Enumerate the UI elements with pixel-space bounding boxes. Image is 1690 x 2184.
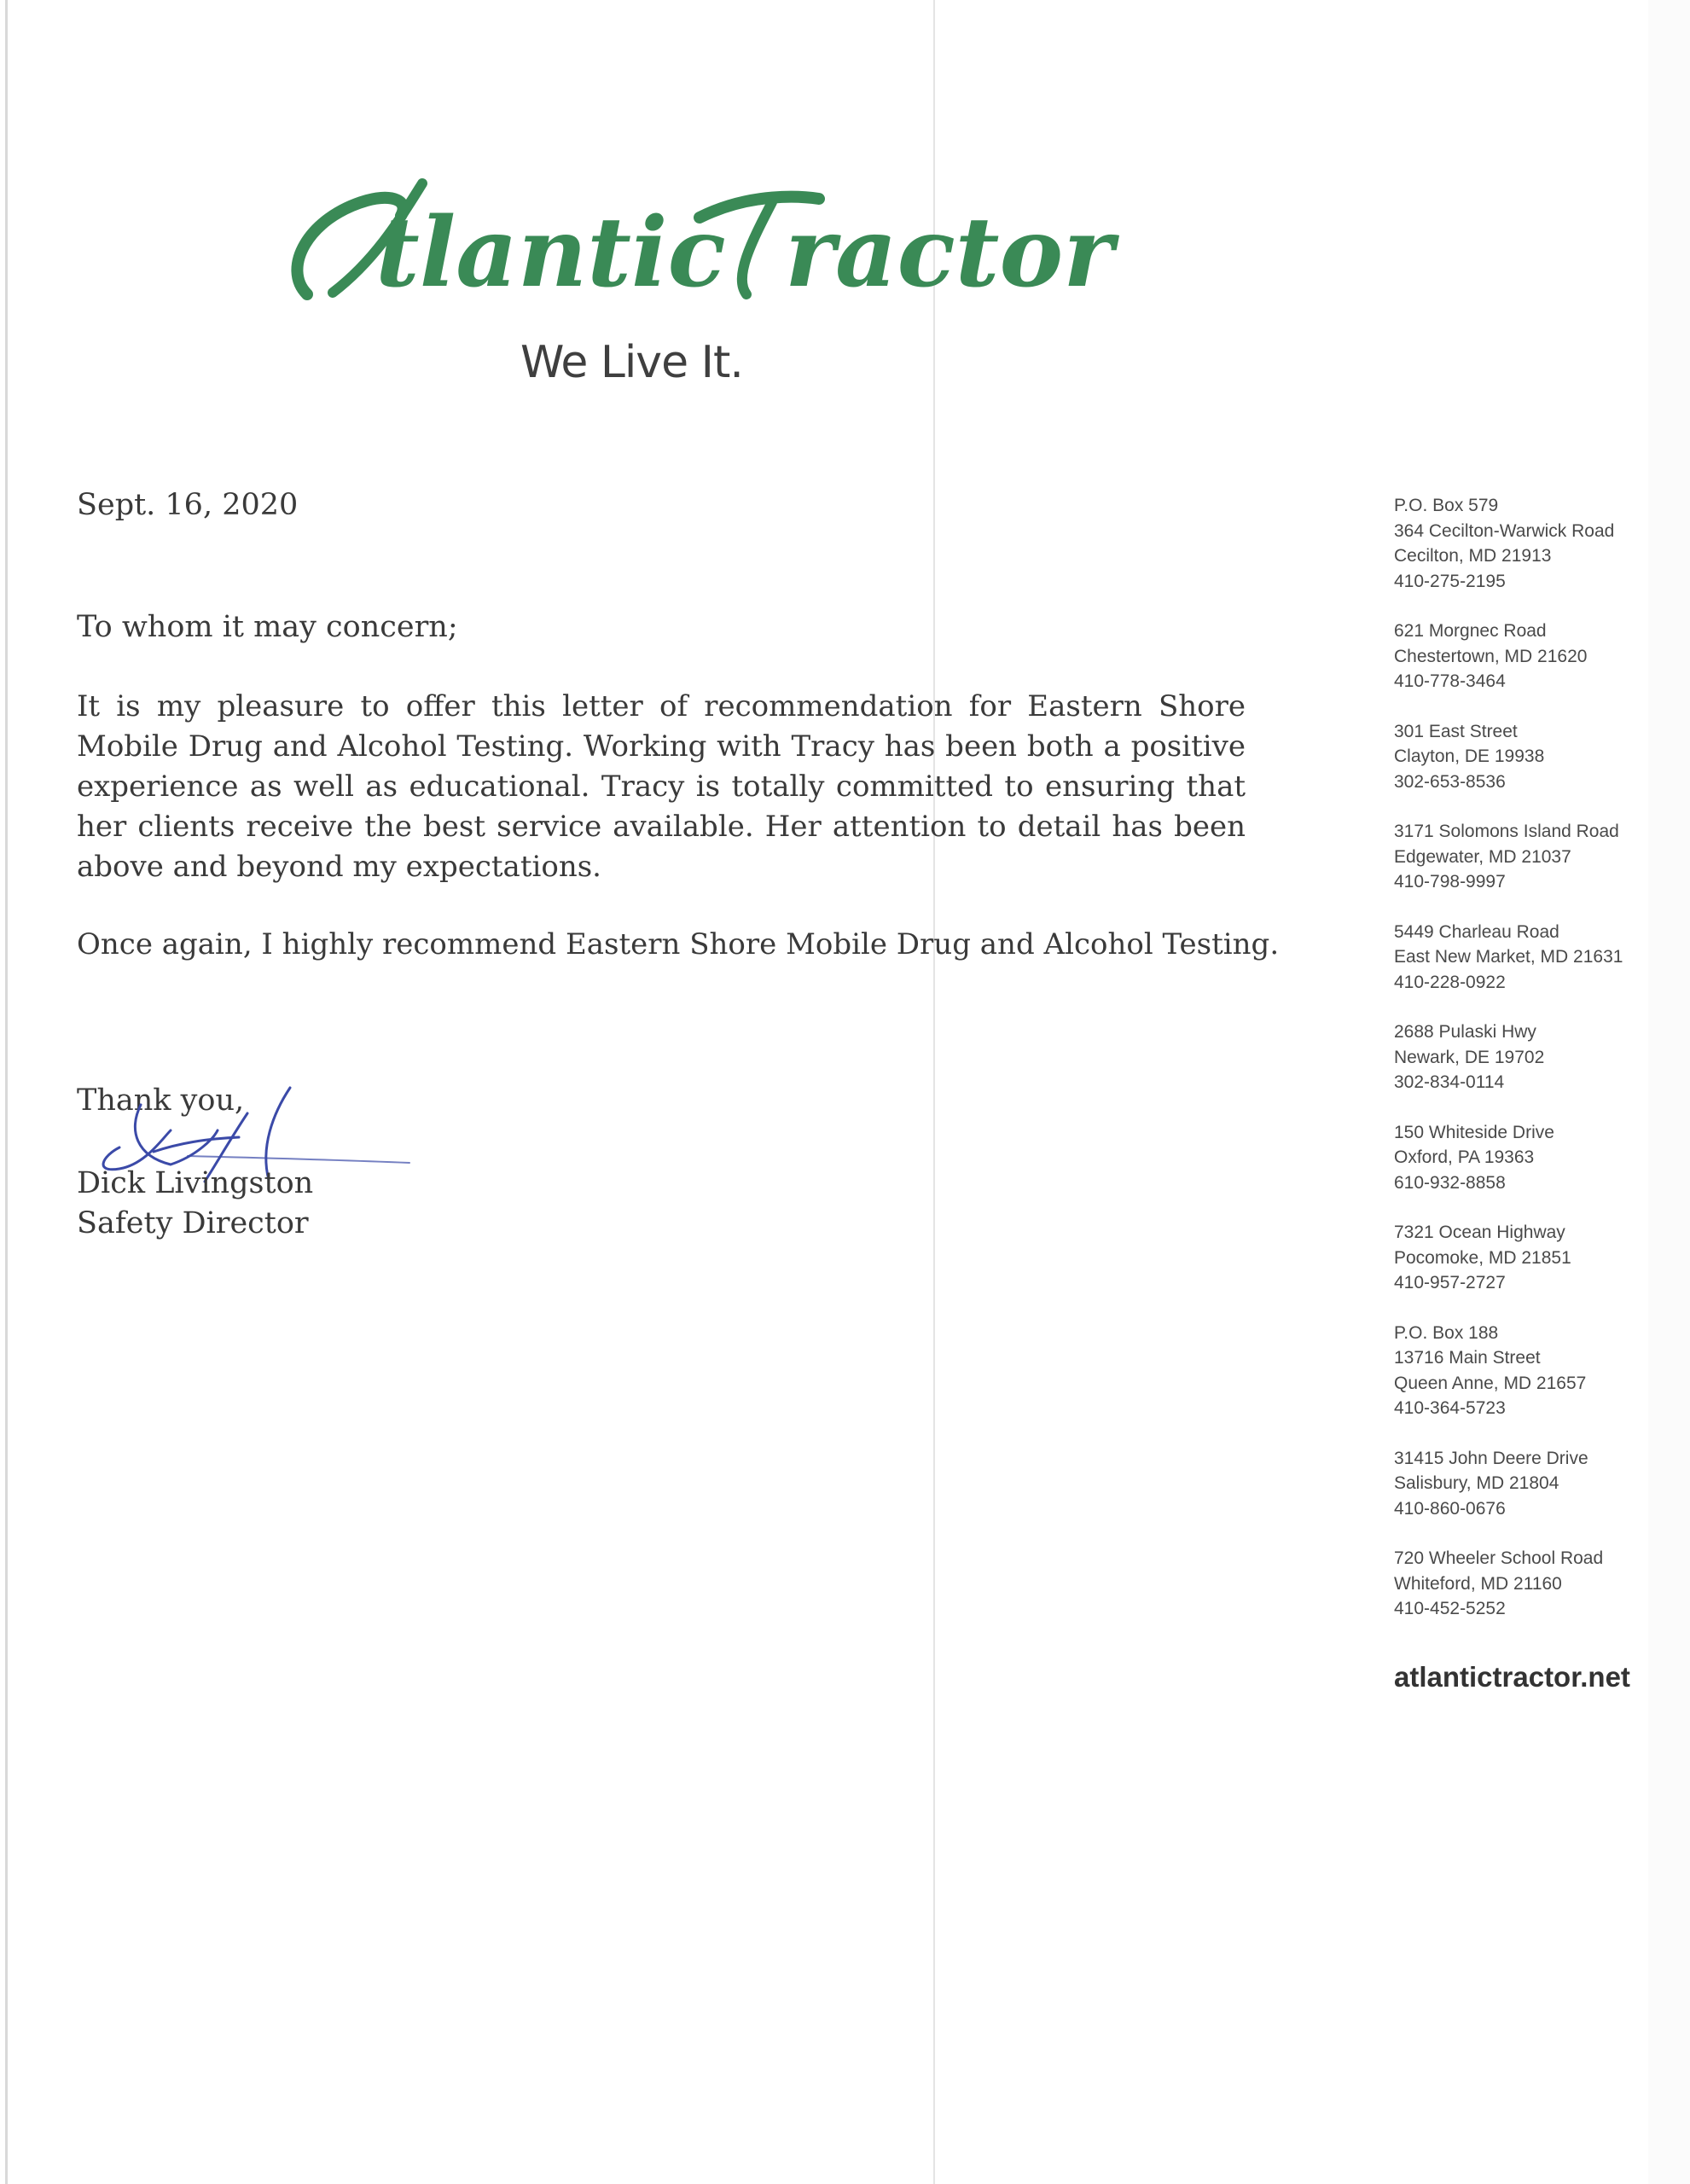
location-address <box>1394 1220 1650 1296</box>
closing: Thank you, <box>77 1083 245 1118</box>
location-line: 410-957-2727 <box>1394 1273 1506 1292</box>
location-address <box>1394 1019 1650 1095</box>
location-line: 302-834-0114 <box>1394 1072 1505 1092</box>
atlantic-tractor-logo <box>273 166 1114 311</box>
locations-list <box>1394 493 1650 1647</box>
location-line: Clayton, DE 19938 <box>1394 746 1545 766</box>
location-address <box>1394 1321 1650 1421</box>
location-line: 410-798-9997 <box>1394 872 1506 892</box>
location-line: 302-653-8536 <box>1394 771 1506 792</box>
letter-date: Sept. 16, 2020 <box>77 488 299 522</box>
location-address <box>1394 619 1650 694</box>
location-line: 2688 Pulaski Hwy <box>1394 1022 1536 1042</box>
location-address <box>1394 920 1650 996</box>
location-line: Newark, DE 19702 <box>1394 1047 1545 1067</box>
salutation: To whom it may concern; <box>77 610 458 644</box>
logo-wordmark <box>273 166 1114 311</box>
logo-lettering: ractor <box>785 197 1114 309</box>
location-line: East New Market, MD 21631 <box>1394 947 1623 967</box>
location-line: 410-275-2195 <box>1394 571 1506 591</box>
location-address <box>1394 1120 1650 1196</box>
location-line: 31415 John Deere Drive <box>1394 1448 1588 1468</box>
location-line: 621 Morgnec Road <box>1394 621 1547 641</box>
location-line: 7321 Ocean Highway <box>1394 1223 1565 1242</box>
location-line: 364 Cecilton-Warwick Road <box>1394 520 1615 541</box>
page-edge <box>5 0 8 2184</box>
body-paragraph: Once again, I highly recommend Eastern Shore Mobile Drug and Alcohol Testing. <box>77 927 1280 961</box>
location-line: 410-778-3464 <box>1394 671 1506 691</box>
location-address <box>1394 1446 1650 1522</box>
location-line: Oxford, PA 19363 <box>1394 1147 1535 1167</box>
location-line: Chestertown, MD 21620 <box>1394 646 1588 666</box>
location-line: Edgewater, MD 21037 <box>1394 846 1571 867</box>
location-line: Whiteford, MD 21160 <box>1394 1573 1562 1594</box>
location-line: P.O. Box 188 <box>1394 1322 1499 1343</box>
body-paragraph: It is my pleasure to offer this letter of recommendation for Eastern Shore Mobile Drug and Alcohol Testing. Working with Tracy has been both a positive experience as well as educational. Tracy is totally committed to ensuring that her clients receive the best service available. Her attention to detail has been above and beyond my expectations. <box>77 689 1246 884</box>
signer-name: Dick Livingston <box>77 1166 314 1200</box>
location-address <box>1394 719 1650 795</box>
location-line: 150 Whiteside Drive <box>1394 1122 1554 1142</box>
location-line: Queen Anne, MD 21657 <box>1394 1373 1587 1393</box>
location-line: 5449 Charleau Road <box>1394 921 1559 942</box>
location-line: 3171 Solomons Island Road <box>1394 822 1619 841</box>
location-line: 13716 Main Street <box>1394 1348 1541 1368</box>
signer-title: Safety Director <box>77 1206 309 1240</box>
logo-lettering: tlantic <box>375 197 726 309</box>
location-line: Pocomoke, MD 21851 <box>1394 1247 1571 1268</box>
location-line: 410-228-0922 <box>1394 972 1506 992</box>
location-line: 410-364-5723 <box>1394 1398 1506 1418</box>
website-link[interactable]: atlantictractor.net <box>1394 1661 1630 1693</box>
page-fold-line <box>933 0 935 2184</box>
location-line: 720 Wheeler School Road <box>1394 1548 1604 1568</box>
logo-flourish <box>742 202 772 294</box>
location-line: 410-452-5252 <box>1394 1599 1506 1618</box>
location-address <box>1394 1546 1650 1622</box>
location-line: P.O. Box 579 <box>1394 496 1499 515</box>
location-line: Salisbury, MD 21804 <box>1394 1473 1559 1493</box>
page-edge <box>1648 0 1690 2184</box>
location-line: 610-932-8858 <box>1394 1172 1506 1193</box>
location-address <box>1394 819 1650 895</box>
location-line: 410-860-0676 <box>1394 1498 1506 1519</box>
location-address <box>1394 493 1650 594</box>
tagline: We Live It. <box>520 337 743 388</box>
location-line: Cecilton, MD 21913 <box>1394 546 1552 566</box>
location-line: 301 East Street <box>1394 721 1518 741</box>
